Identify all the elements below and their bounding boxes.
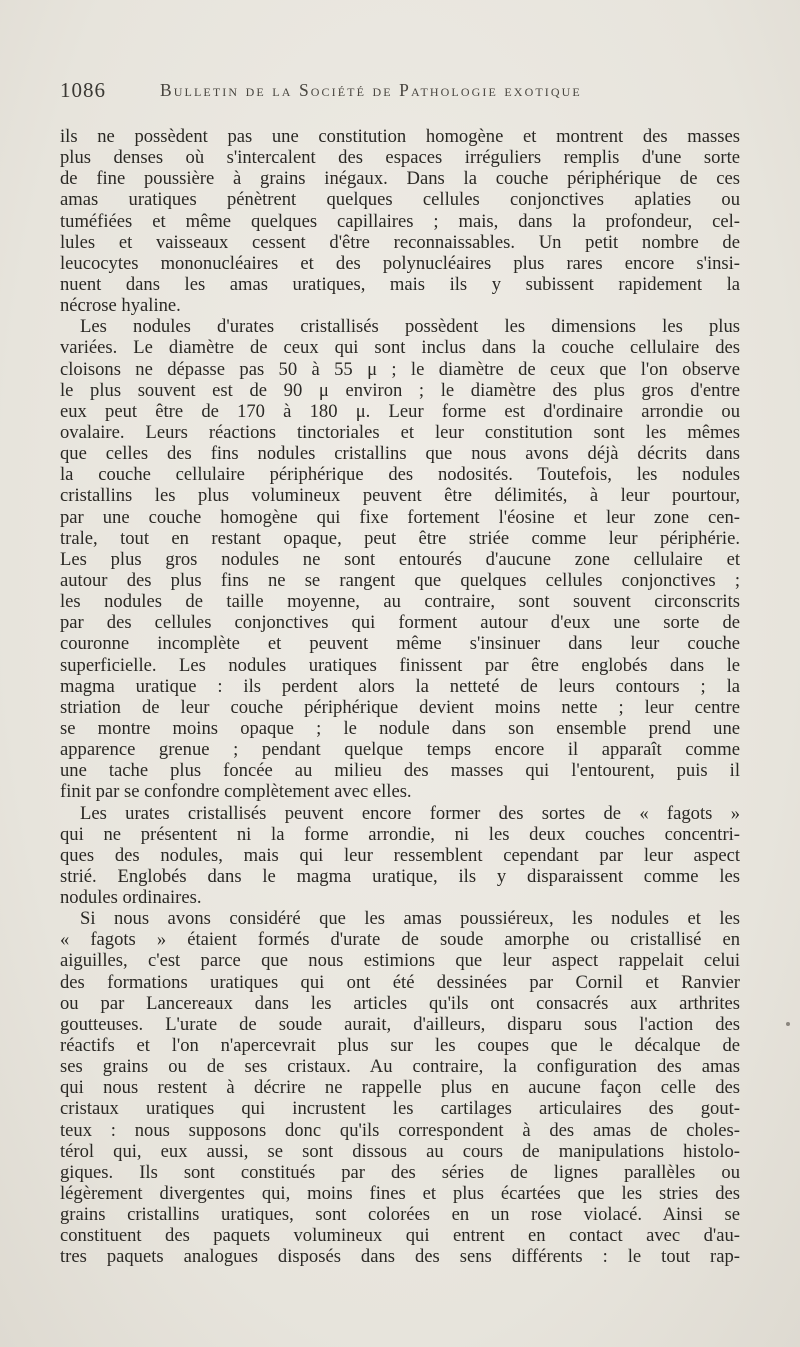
text-line: magma uratique : ils perdent alors la netteté de leurs contours ; la [60,675,740,697]
text-line: teux : nous supposons donc qu'ils correspondent à des amas de choles- [60,1119,740,1141]
text-line: une tache plus foncée au milieu des masses qui l'entourent, puis il [60,760,740,782]
text-line: Les nodules d'urates cristallisés possèdent les dimensions les plus [80,316,740,338]
text-line: qui nous restent à décrire ne rappelle plus en aucune façon celle des [60,1077,740,1099]
text-line: térol qui, eux aussi, se sont dissous au cours de manipulations histolo- [60,1140,740,1162]
text-line: nuent dans les amas uratiques, mais ils y subissent rapidement la [60,273,740,295]
text-line: ses grains ou de ses cristaux. Au contraire, la configuration des amas [60,1056,740,1078]
text-line: que celles des fins nodules cristallins que nous avons déjà décrits dans [60,443,740,465]
text-line: nécrose hyaline. [60,295,181,317]
text-line: se montre moins opaque ; le nodule dans son ensemble prend une [60,717,740,739]
text-line: nodules ordinaires. [60,887,202,909]
text-line: cristallins les plus volumineux peuvent être délimités, à leur pourtour, [60,485,740,507]
text-line: aiguilles, c'est parce que nous estimions que leur aspect rappelait celui [60,950,740,972]
text-line: légèrement divergentes qui, moins fines et plus écartées que les stries des [60,1183,740,1205]
text-line: ovalaire. Leurs réactions tinctoriales et leur constitution sont les mêmes [60,421,740,443]
text-line: autour des plus fins ne se rangent que quelques cellules conjonctives ; [60,569,740,591]
body-text [60,126,740,1289]
text-line: par des cellules conjonctives qui forment autour d'eux une sorte de [60,612,740,634]
text-line: plus denses où s'intercalent des espaces irréguliers remplis d'une sorte [60,147,740,169]
text-line: par une couche homogène qui fixe fortement l'éosine et leur zone cen- [60,506,740,528]
text-line: ques des nodules, mais qui leur ressemblent cependant par leur aspect [60,844,740,866]
text-line: tuméfiées et même quelques capillaires ; mais, dans la profondeur, cel- [60,210,740,232]
text-line: apparence grenue ; pendant quelque temps encore il apparaît comme [60,739,740,761]
text-line: ou par Lancereaux dans les articles qu'ils ont consacrés aux arthrites [60,992,740,1014]
text-line: goutteuses. L'urate de soude aurait, d'ailleurs, disparu sous l'action des [60,1013,740,1035]
text-line: leucocytes mononucléaires et des polynucléaires plus rares encore s'insi- [60,252,740,274]
text-line: couronne incomplète et peuvent même s'insinuer dans leur couche [60,633,740,655]
running-title: Bulletin de la Société de Pathologie exotique [160,80,582,100]
text-line: amas uratiques pénètrent quelques cellules conjonctives aplaties ou [60,189,740,211]
text-line: réactifs et l'on n'apercevrait plus sur les coupes que le décalque de [60,1035,740,1057]
text-line: Si nous avons considéré que les amas poussiéreux, les nodules et les [80,908,740,930]
text-line: de fine poussière à grains inégaux. Dans la couche périphérique de ces [60,168,740,190]
text-line: des formations uratiques qui ont été dessinées par Cornil et Ranvier [60,971,740,993]
text-line: qui ne présentent ni la forme arrondie, ni les deux couches concentri- [60,823,740,845]
text-line: grains cristallins uratiques, sont colorées en un rose violacé. Ainsi se [60,1204,740,1226]
text-line: le plus souvent est de 90 μ environ ; le diamètre des plus gros d'entre [60,379,740,401]
text-line: tres paquets analogues disposés dans des sens différents : le tout rap- [60,1246,740,1268]
text-line [60,1268,740,1289]
text-line: strié. Englobés dans le magma uratique, ils y disparaissent comme les [60,865,740,887]
margin-mark [786,1022,790,1026]
text-line: giques. Ils sont constitués par des séries de lignes parallèles ou [60,1161,740,1183]
text-line: eux peut être de 170 à 180 μ. Leur forme est d'ordinaire arrondie ou [60,400,740,422]
text-line: « fagots » étaient formés d'urate de soude amorphe ou cristallisé en [60,929,740,951]
text-line: variées. Le diamètre de ceux qui sont inclus dans la couche cellulaire des [60,337,740,359]
page-number: 1086 [60,78,106,102]
text-line: lules et vaisseaux cessent d'être reconnaissables. Un petit nombre de [60,231,740,253]
text-line: Les plus gros nodules ne sont entourés d'aucune zone cellulaire et [60,548,740,570]
text-line: constituent des paquets volumineux qui entrent en contact avec d'au- [60,1225,740,1247]
page-header [60,78,740,108]
text-line: ils ne possèdent pas une constitution homogène et montrent des masses [60,126,740,147]
text-line: cristaux uratiques qui incrustent les cartilages articulaires des gout- [60,1098,740,1120]
text-line: finit par se confondre complètement avec elles. [60,781,412,803]
text-line: cloisons ne dépasse pas 50 à 55 μ ; le diamètre de ceux que l'on observe [60,358,740,380]
text-line: superficielle. Les nodules uratiques finissent par être englobés dans le [60,654,740,676]
text-line: la couche cellulaire périphérique des nodosités. Toutefois, les nodules [60,464,740,486]
text-line: les nodules de taille moyenne, au contraire, sont souvent circonscrits [60,591,740,613]
text-line: striation de leur couche périphérique devient moins nette ; leur centre [60,696,740,718]
text-line: Les urates cristallisés peuvent encore former des sortes de « fagots » [80,802,740,824]
text-line: trale, tout en restant opaque, peut être striée comme leur périphérie. [60,527,740,549]
